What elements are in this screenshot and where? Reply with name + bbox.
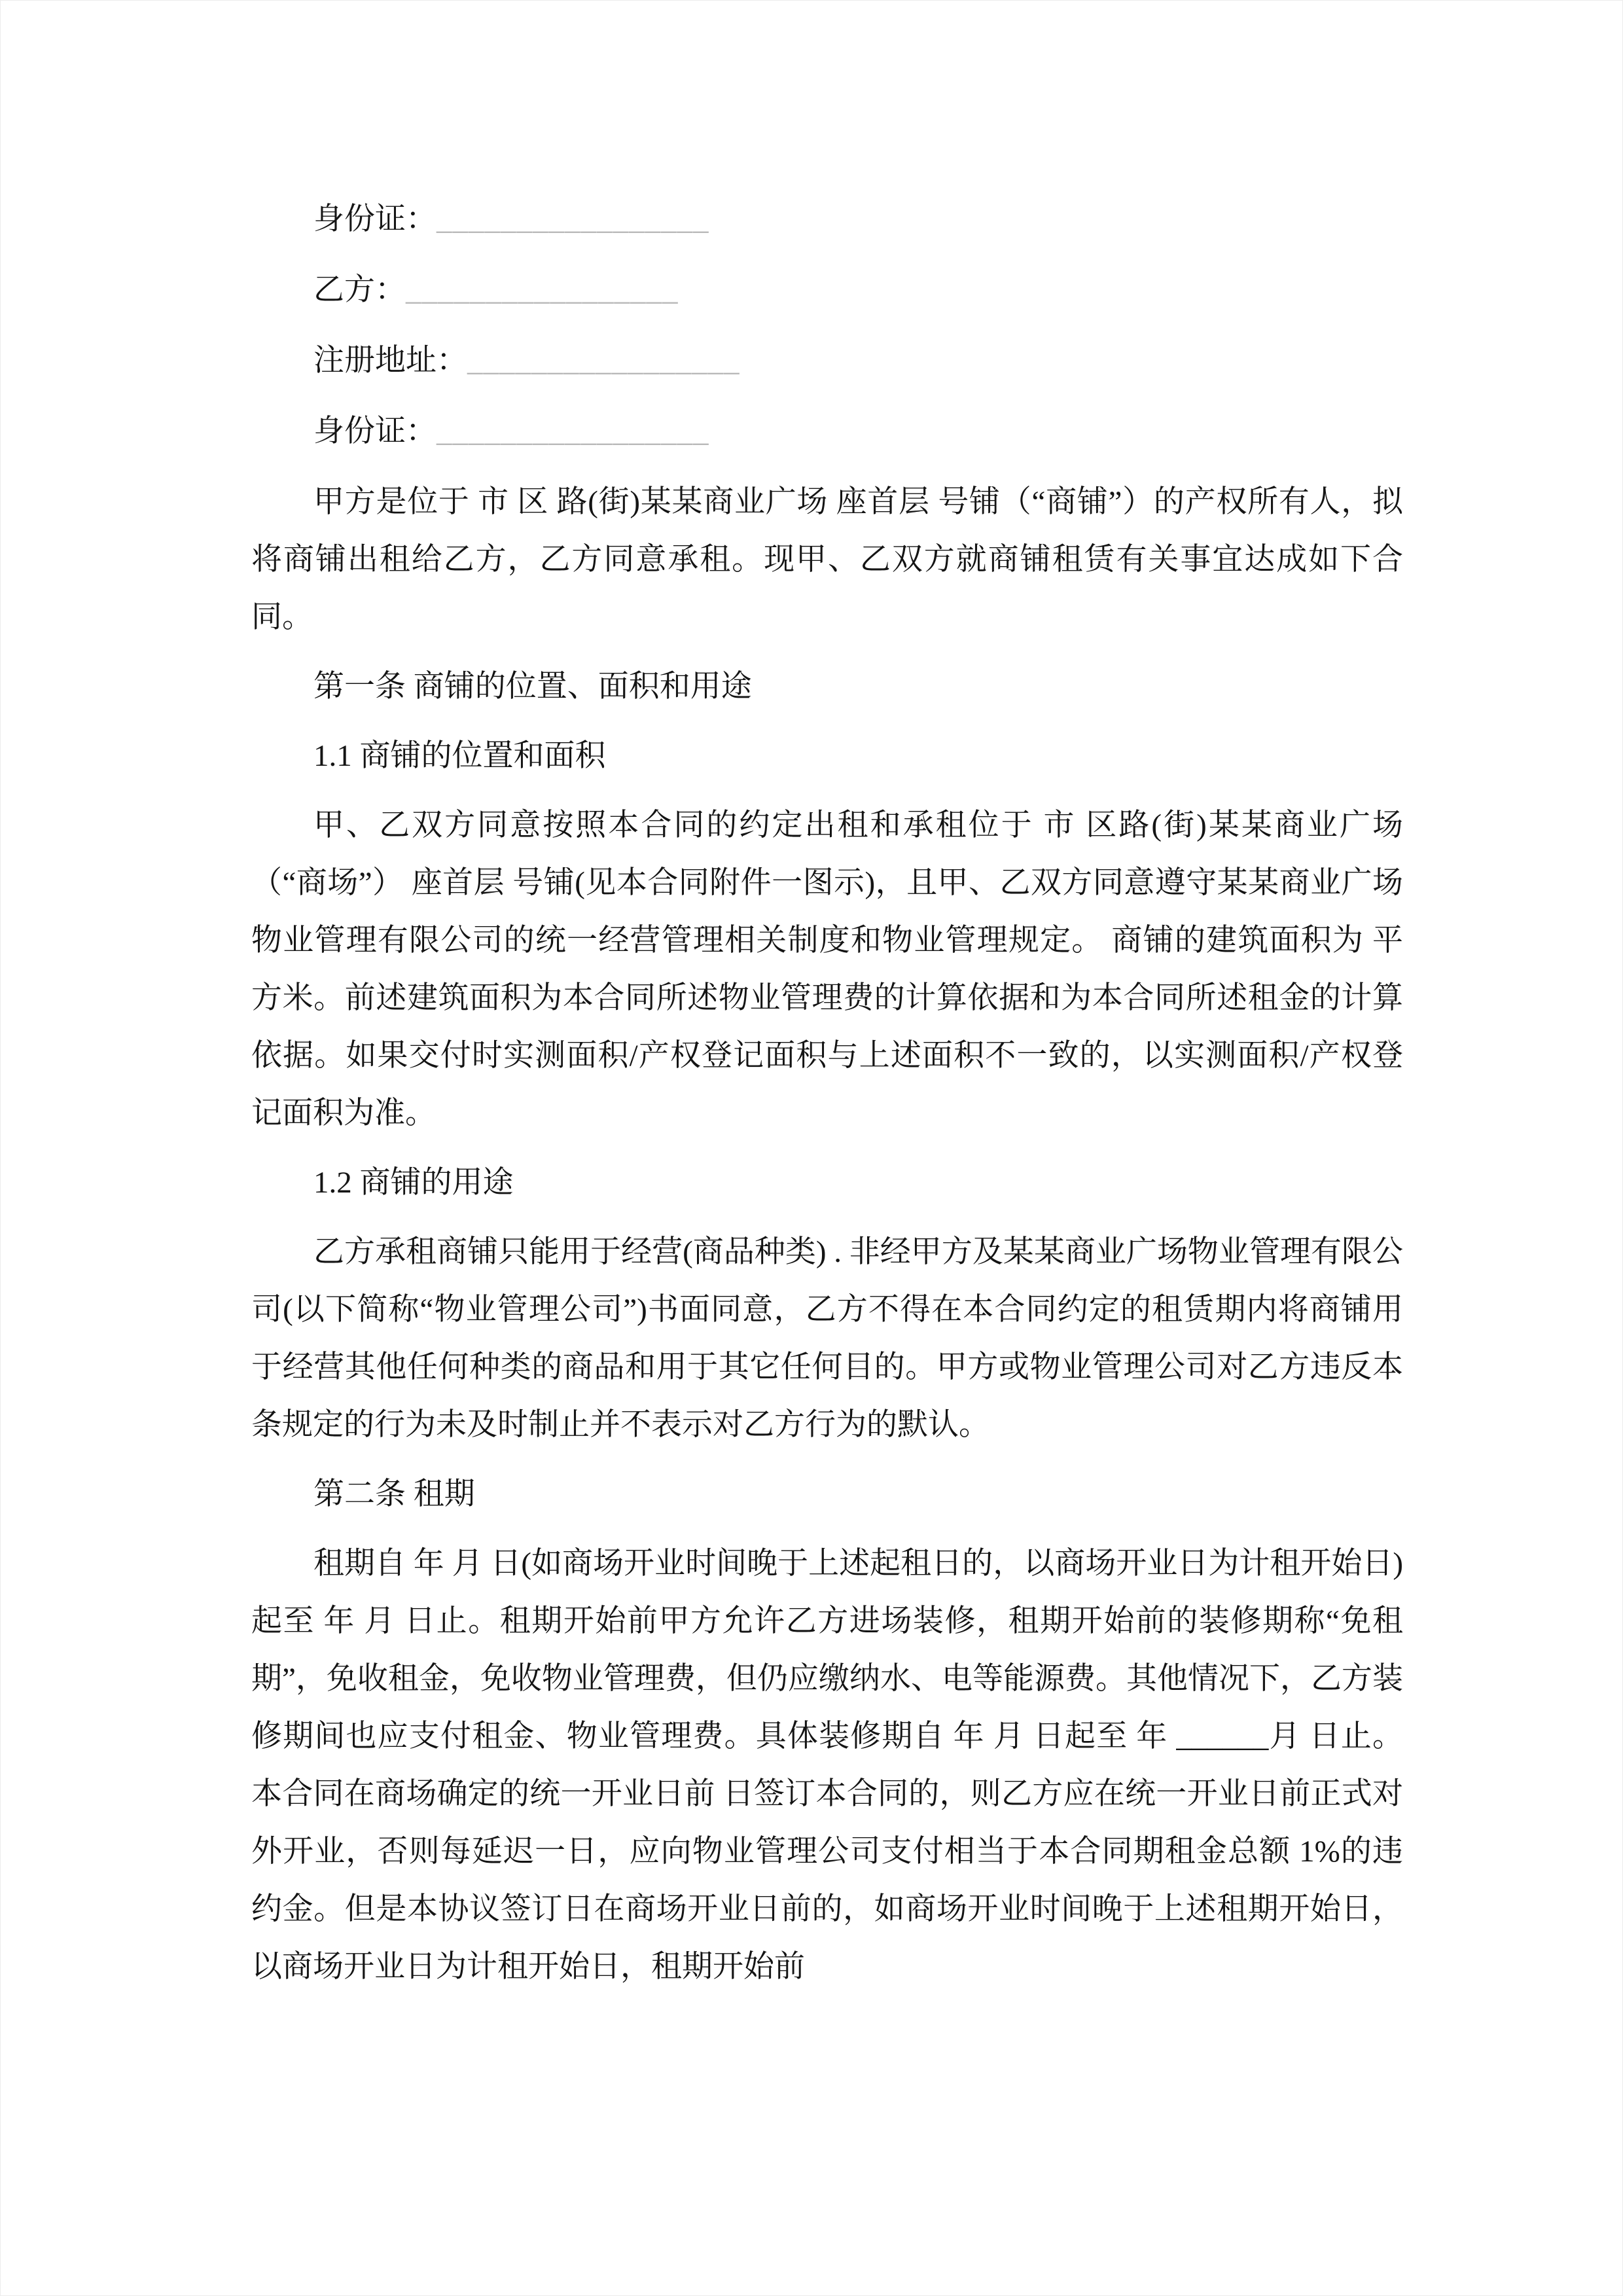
form-label-id-card-1: 身份证： [313, 202, 437, 236]
subsection-heading-1-2: 1.2 商铺的用途 [313, 1166, 514, 1200]
form-label-registered-address: 注册地址： [313, 344, 467, 378]
blank-underline-id-card-1: _________________ [437, 202, 709, 236]
subsection-heading-1-1: 1.1 商铺的位置和面积 [313, 739, 606, 773]
form-line-id-card-2 [251, 403, 1403, 460]
blank-underline-id-card-2: _________________ [437, 414, 709, 448]
form-label-party-b: 乙方： [313, 273, 406, 307]
form-line-party-b [251, 261, 1403, 319]
paragraph-usage: 乙方承租商铺只能用于经营(商品种类) . 非经甲方及某某商业广场物业管理有限公司(以下简称“物业管理公司”)书面同意，乙方不得在本合同约定的租赁期内将商铺用于经营其他任何种类的商品和用于其它任何目的。甲方或物业管理公司对乙方违反本条规定的行为未及时制止并不表示对乙方行为的默认。 [251, 1235, 1403, 1442]
form-label-id-card-2: 身份证： [313, 414, 437, 448]
section-heading-article-1: 第一条 商铺的位置、面积和用途 [313, 670, 752, 704]
section-heading-article-2: 第二条 租期 [313, 1477, 475, 1511]
form-line-registered-address [251, 332, 1403, 389]
paragraph-lease-term: 租期自 年 月 日(如商场开业时间晚于上述起租日的，以商场开业日为计租开始日)起至 年 月 日止。租期开始前甲方允许乙方进场装修，租期开始前的装修期称“免租期”，免收租金，免收物业管理费，但仍应缴纳水、电等能源费。其他情况下，乙方装修期间也应支付租金、物业管理费。具体装修期自 年 月 日起至 年 ______月 日止。 本合同在商场确定的统一开业日前 日签订本合同的，则乙方应在统一开业日前正式对外开业，否则每延迟一日，应向物业管理公司支付相当于本合同期租金总额 1%的违约金。但是本协议签订日在商场开业日前的，如商场开业时间晚于上述租期开始日，以商场开业日为计租开始日，租期开始前 [251, 1547, 1403, 1984]
paragraph-location-area: 甲、乙双方同意按照本合同的约定出租和承租位于 市 区路(街)某某商业广场（“商场”） 座首层 号铺(见本合同附件一图示)，且甲、乙双方同意遵守某某商业广场物业管理有限公司的统一经营管理相关制度和物业管理规定。 商铺的建筑面积为 平方米。前述建筑面积为本合同所述物业管理费的计算依据和为本合同所述租金的计算依据。如果交付时实测面积/产权登记面积与上述面积不一致的，以实测面积/产权登记面积为准。 [251, 808, 1403, 1130]
form-line-id-card-1 [251, 190, 1403, 248]
blank-underline-registered-address: _________________ [467, 344, 740, 378]
blank-underline-party-b: _________________ [406, 273, 679, 307]
paragraph-preamble: 甲方是位于 市 区 路(街)某某商业广场 座首层 号铺（“商铺”）的产权所有人，拟将商铺出租给乙方，乙方同意承租。现甲、乙双方就商铺租赁有关事宜达成如下合同。 [251, 485, 1403, 634]
